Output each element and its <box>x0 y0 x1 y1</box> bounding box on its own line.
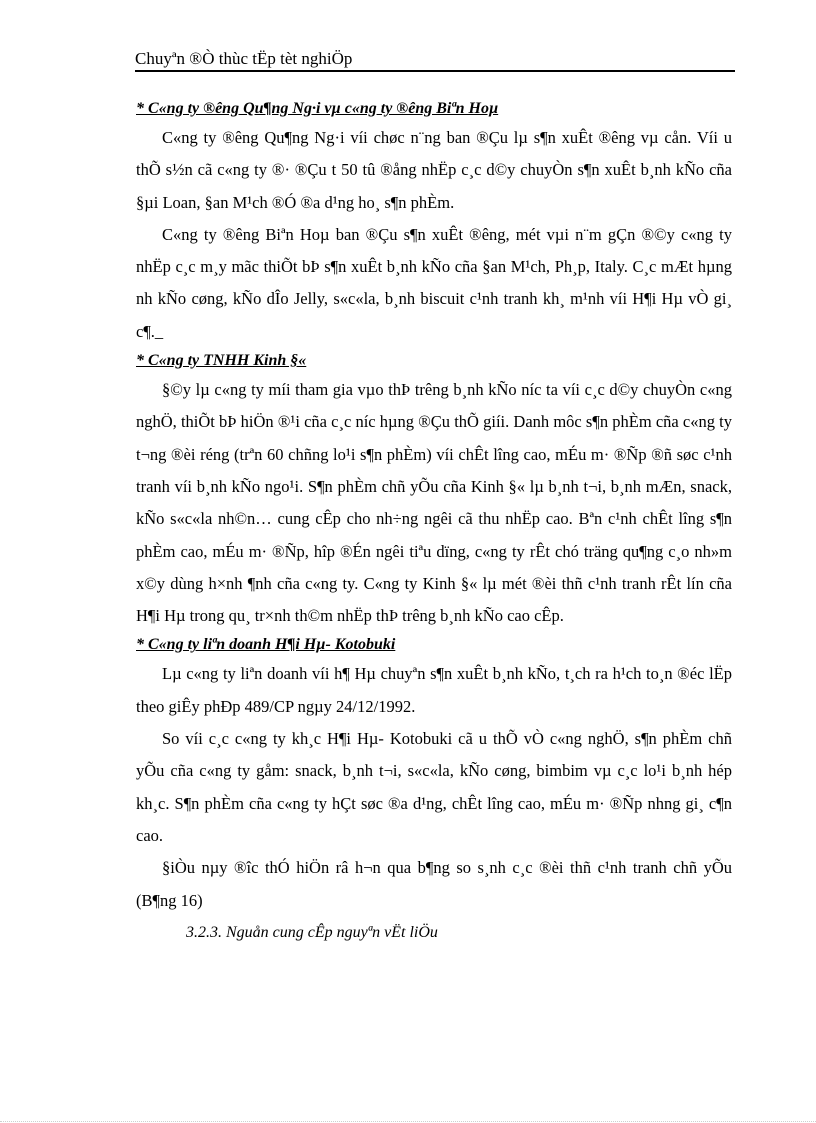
page-bottom-edge <box>0 1121 816 1122</box>
page-header-title: Chuyªn ®Ò thùc tËp tèt nghiÖp <box>135 49 353 68</box>
header-divider <box>135 70 735 72</box>
paragraph-kotobuki-intro: Lµ c«ng ty liªn doanh víi h¶ Hµ chuyªn s¶n xuÊt b¸nh kÑo, t¸ch ra h¹ch to¸n ®éc lËp theo giÊy phÐp 489/CP ngµy 24/12/1992. <box>136 664 732 716</box>
paragraph-bien-hoa: C«ng ty ®êng Biªn Hoµ ban ®Çu s¶n xuÊt ®êng, mét vµi n¨m gÇn ®©y c«ng ty nhËp c¸c m¸y mãc thiÕt bÞ s¶n xuÊt b¸nh kÑo cña §an M¹ch, Ph¸p, Italy. C¸c mÆt hµng nh kÑo cøng, kÑo dÎo Jelly, s«c«la, b¸nh biscuit c¹nh tranh kh¸ m¹nh víi H¶i Hµ vÒ gi¸ c¶._ <box>136 224 732 341</box>
document-body <box>136 96 732 947</box>
subsection-title: 3.2.3. Nguån cung cÊp nguyªn vËt liÖu <box>186 923 438 941</box>
paragraph-comparison-note: §iÒu nµy ®îc thÓ hiÖn râ h¬n qua b¶ng so s¸nh c¸c ®èi thñ c¹nh tranh chñ yÕu (B¶ng 16) <box>136 858 732 910</box>
paragraph-kotobuki-products: So víi c¸c c«ng ty kh¸c H¶i Hµ- Kotobuki cã u thÕ vÒ c«ng nghÖ, s¶n phÈm chñ yÕu cña c«ng ty gåm: snack, b¸nh t¬i, s«c«la, kÑo cøng, bimbim vµ c¸c lo¹i b¸nh hép kh¸c. S¶n phÈm cña c«ng ty hÇt søc ®a d¹ng, chÊt lîng cao, mÉu m· ®Ñp nhng gi¸ c¶n cao. <box>136 729 732 845</box>
section-heading-kotobuki: * C«ng ty liªn doanh H¶i Hµ- Kotobuki <box>136 636 396 654</box>
section-heading-kinh-do: * C«ng ty TNHH Kinh §« <box>136 352 307 370</box>
paragraph-quang-ngai: C«ng ty ®êng Qu¶ng Ng·i víi chøc n¨ng ban ®Çu lµ s¶n xuÊt ®êng vµ cån. Víi u thÕ s½n cã c«ng ty ®· ®Çu t 50 tû ®ång nhËp c¸c d©y chuyÒn s¶n xuÊt b¸nh kÑo cña §µi Loan, §an M¹ch ®Ó ®a d¹ng ho¸ s¶n phÈm. <box>136 128 732 212</box>
section-heading-duong-companies: * C«ng ty ®êng Qu¶ng Ng·i vµ c«ng ty ®êng Biªn Hoµ <box>136 100 499 117</box>
paragraph-kinh-do: §©y lµ c«ng ty míi tham gia vµo thÞ trêng b¸nh kÑo níc ta víi c¸c d©y chuyÒn c«ng nghÖ, thiÕt bÞ hiÖn ®¹i cña c¸c níc hµng ®Çu thÕ giíi. Danh môc s¶n phÈm cña c«ng ty t¬ng ®èi réng (trªn 60 chñng lo¹i s¶n phÈm) víi chÊt lîng cao, mÉu m· ®Ñp ®ñ søc c¹nh tranh víi b¸nh kÑo ngo¹i. S¶n phÈm chñ yÕu cña Kinh §« lµ b¸nh t¬i, b¸nh mÆn, snack, kÑo s«c«la nh©n… cung cÊp cho nh÷ng ngêi cã thu nhËp cao. Bªn c¹nh chÊt lîng s¶n phÈm cao, mÉu m· ®Ñp, hîp ®Én ngêi tiªu dïng, c«ng ty rÊt chó träng qu¶ng c¸o nh»m x©y dùng h×nh ¶nh cña c«ng ty. C«ng ty Kinh §« lµ mét ®èi thñ c¹nh tranh rÊt lín cña H¶i Hµ trong qu¸ tr×nh th©m nhËp thÞ trêng b¸nh kÑo cao cÊp. <box>136 380 732 626</box>
